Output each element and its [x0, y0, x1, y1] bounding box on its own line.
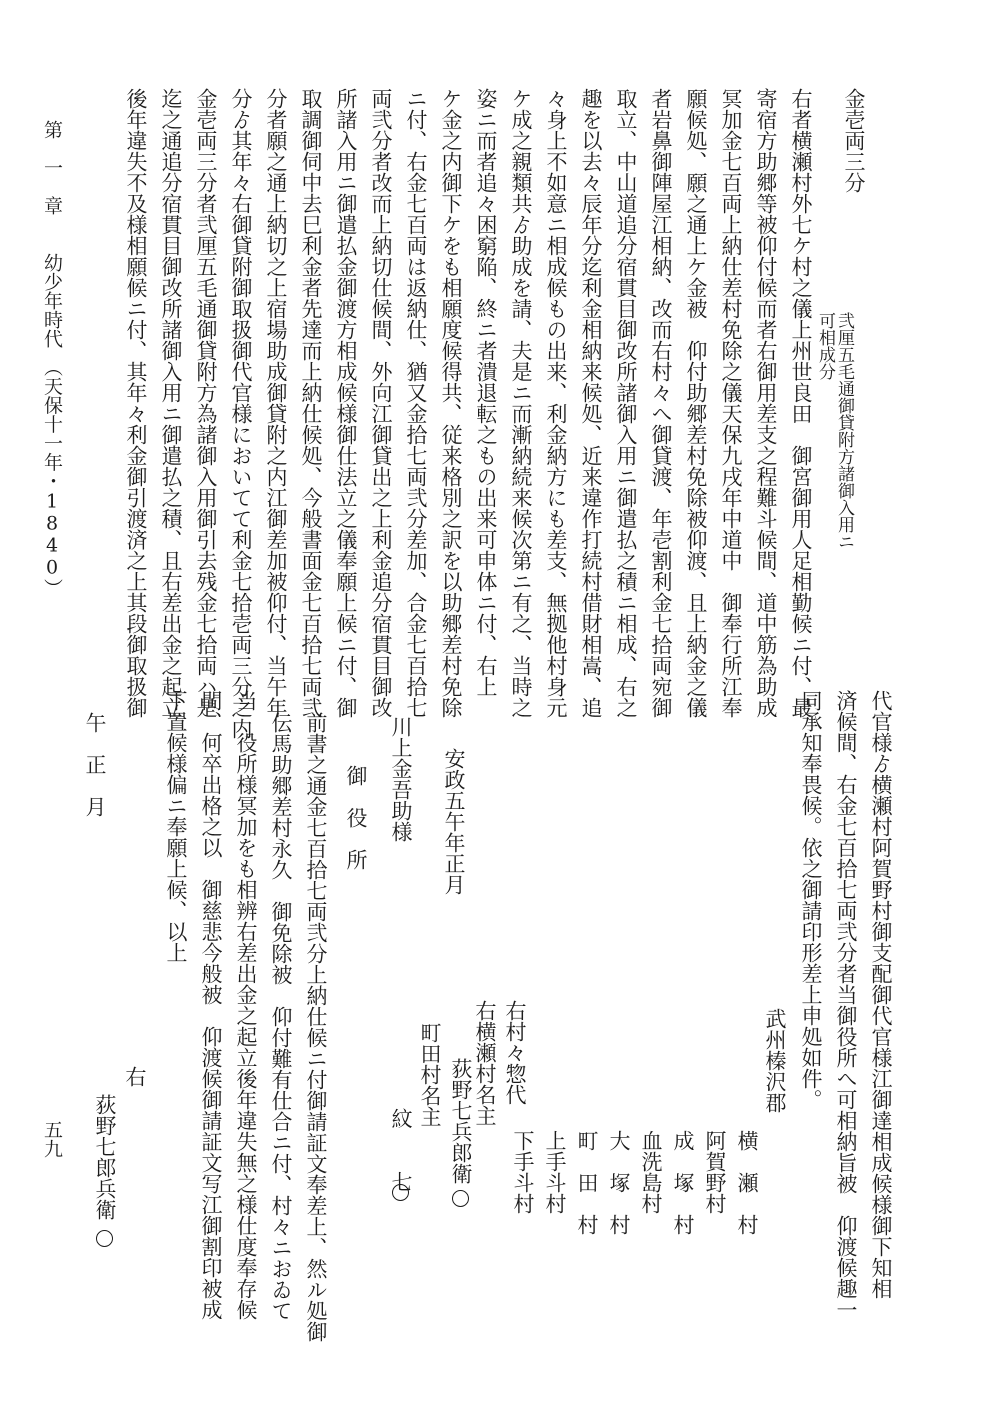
text-column: 両弐分者改而上納切仕候間、外向江御貸出之上利金追分宿貫目御改	[369, 88, 393, 718]
text-column: 伝馬助郷差村永久 御免除被 仰付難有仕合ニ付、村々ニおゐて	[269, 712, 293, 1321]
seal-stamp	[96, 1230, 113, 1247]
signer-name: 荻野七兵郎衛	[449, 1058, 473, 1184]
text-column: 姿ニ而者追々困窮陥、終ニ者潰退転之もの出来可申体ニ付、右上	[474, 88, 498, 697]
village-name: 大 塚 村	[607, 1130, 631, 1235]
signatory-group: 右村々惣代	[503, 1000, 527, 1105]
text-column: 右者横瀬村外七ケ村之儀上州世良田 御宮御用人足相勤候ニ付、最	[789, 88, 813, 718]
heading-note-line-1: 弐厘五毛通御貸附方諸御入用ニ	[834, 312, 854, 550]
text-column: 々身上不如意ニ相成候もの出来、利金納方にも差支、無拠他村身元	[544, 88, 568, 718]
text-column: 者岩鼻御陣屋江相納、改而右村々へ御貸渡、年壱割利金七拾両宛御	[649, 88, 673, 718]
text-column: 間、何卒出格之以 御慈悲今般被 仰渡候御請証文写江御割印被成	[199, 690, 223, 1320]
text-column: 所諸入用ニ御遣払金御渡方相成候様御仕法立之儀奉願上候ニ付、御	[334, 88, 358, 718]
closing-signer: 荻野七郎兵衛	[93, 1094, 117, 1220]
addressee: 川上金吾助様	[389, 716, 413, 842]
text-column: 取調御伺中去巳利金者先達而上納仕候処、今般書面金七百拾七両弐	[299, 88, 323, 718]
document-date: 安政五午年正月	[442, 748, 466, 895]
district-label: 武州榛沢郡	[763, 1008, 787, 1113]
closing-date: 午 正 月	[83, 712, 107, 817]
text-column: 趣を以去々辰年分迄利金相納来候処、近来違作打続村借財相嵩、追	[579, 88, 603, 718]
village-name: 成 塚 村	[671, 1130, 695, 1235]
text-column: 後年違失不及様相願候ニ付、其年々利金御引渡済之上其段御取扱御	[124, 88, 148, 718]
seal-stamp	[392, 1184, 409, 1201]
heading-note-line-2: 可相成分	[815, 312, 835, 380]
text-column: ケ成之親類共ゟ助成を請、夫是ニ而漸納続来候次第ニ有之、当時之	[509, 88, 533, 718]
village-name: 上手斗村	[543, 1130, 567, 1214]
text-column: ケ金之内御下ケをも相願度候得共、従来格別之訳を以助郷差村免除	[439, 88, 463, 718]
village-name: 阿賀野村	[703, 1130, 727, 1214]
running-header: 第 一 章 幼少年時代 （天保十一年・1840）	[41, 120, 63, 598]
text-column: 前書之通金七百拾七両弐分上納仕候ニ付御請証文奉差上、然ル処御	[304, 712, 328, 1342]
text-column: 下置候様偏ニ奉願上候、以上	[164, 690, 188, 963]
text-column: 取立、中山道追分宿貫目御改所諸御入用ニ御遣払之積ニ相成、右之	[614, 88, 638, 718]
village-name: 横 瀬 村	[735, 1130, 759, 1235]
text-column: 済候間、右金七百拾七両弐分者当御役所へ可相納旨被 仰渡候趣一	[834, 690, 858, 1320]
signer-name: 紋 七	[389, 1108, 413, 1192]
office-label: 御 役 所	[344, 765, 368, 870]
seal-stamp	[452, 1190, 469, 1207]
page-number: 五九	[41, 1120, 63, 1158]
village-name: 町 田 村	[575, 1130, 599, 1235]
village-name: 血洗島村	[639, 1130, 663, 1214]
signer-title: 右横瀬村名主	[473, 1000, 497, 1126]
closing-prefix: 右	[123, 1066, 147, 1087]
text-column: 金壱両三分者弐厘五毛通御貸附方為諸御入用御引去残金七拾両ハ是	[194, 88, 218, 718]
text-column: ニ付、右金七百両は返納仕、猶又金拾七両弐分差加、合金七百拾七	[404, 88, 428, 718]
text-column: 代官様ゟ横瀬村阿賀野村御支配御代官様江御達相成候様御下知相	[869, 690, 893, 1299]
text-column: 寄宿方助郷等被仰付候而者右御用差支之程難斗候間、道中筋為助成	[754, 88, 778, 718]
village-name: 下手斗村	[511, 1130, 535, 1214]
signer-title: 町田村名主	[418, 1022, 442, 1127]
text-column: 迄之通追分宿貫目御改所諸御入用ニ御遣払之積、且右差出金之起立	[159, 88, 183, 718]
text-column: 願候処、願之通上ケ金被 仰付助郷差村免除被仰渡、且上納金之儀	[684, 88, 708, 718]
text-column: 同承知奉畏候。依之御請印形差上申処如件。	[799, 690, 823, 1110]
text-column: 分ゟ其年々右御貸附御取扱御代官様においてて利金七拾壱両三分之内	[229, 88, 253, 739]
text-column: 分者願之通上納切之上宿場助成御貸附之内江御差加被仰付、当午年	[264, 88, 288, 718]
text-column: 冥加金七百両上納仕差村免除之儀天保九戌年中道中 御奉行所江奉	[719, 88, 743, 718]
text-column: 当 役所様冥加をも相辨右差出金之起立後年違失無之様仕度奉存候	[234, 690, 258, 1320]
section-heading: 金壱両三分	[842, 88, 866, 193]
